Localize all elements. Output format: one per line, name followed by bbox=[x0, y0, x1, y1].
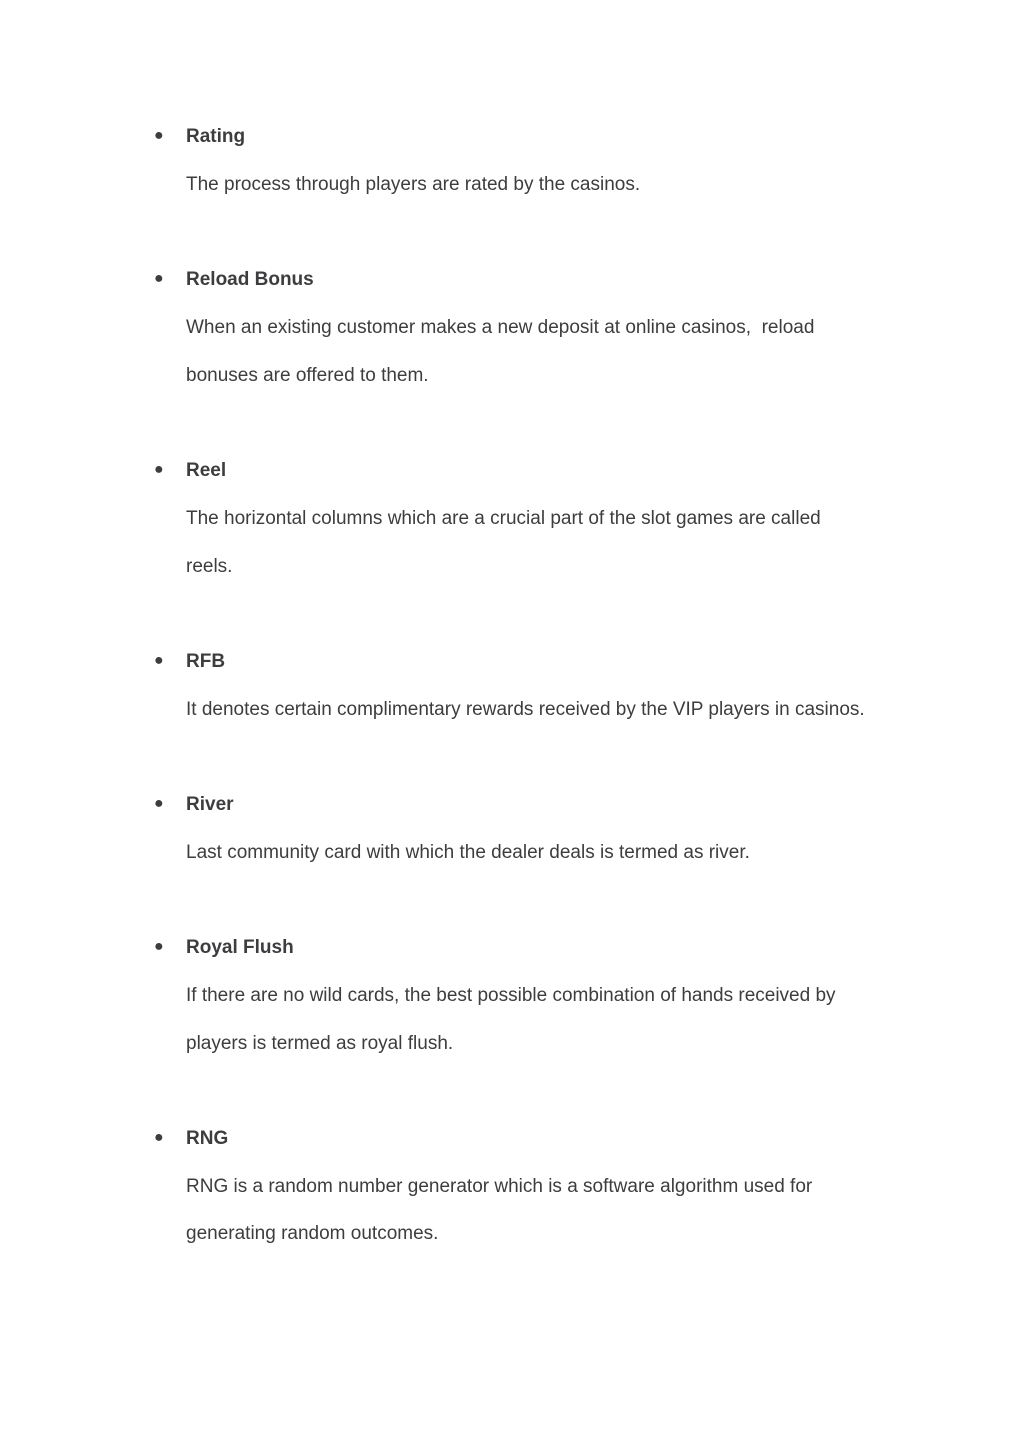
glossary-definition-line: The process through players are rated by the casinos. bbox=[186, 174, 641, 195]
glossary-term: River bbox=[186, 794, 234, 815]
glossary-definition-line: generating random outcomes. bbox=[186, 1223, 439, 1244]
glossary-definition-line: players is termed as royal flush. bbox=[186, 1033, 454, 1054]
glossary-definition-line: If there are no wild cards, the best possible combination of hands received by bbox=[186, 985, 836, 1006]
bullet-icon: ● bbox=[154, 1129, 164, 1146]
bullet-icon: ● bbox=[154, 127, 164, 144]
glossary-term: Royal Flush bbox=[186, 937, 294, 958]
bullet-icon: ● bbox=[154, 461, 164, 478]
glossary-definition-line: bonuses are offered to them. bbox=[186, 365, 429, 386]
glossary-term: Reload Bonus bbox=[186, 269, 314, 290]
glossary-definition-line: It denotes certain complimentary rewards received by the VIP players in casinos. bbox=[186, 699, 865, 720]
glossary-definition-line: When an existing customer makes a new deposit at online casinos, reload bbox=[186, 317, 815, 338]
glossary-definition-line: Last community card with which the dealer deals is termed as river. bbox=[186, 842, 750, 863]
glossary-term: RFB bbox=[186, 651, 226, 672]
bullet-icon: ● bbox=[154, 270, 164, 287]
glossary-definition-line: RNG is a random number generator which is a software algorithm used for bbox=[186, 1176, 813, 1197]
bullet-icon: ● bbox=[154, 652, 164, 669]
bullet-icon: ● bbox=[154, 795, 164, 812]
glossary-definition-line: reels. bbox=[186, 556, 233, 577]
glossary-term: RNG bbox=[186, 1128, 229, 1149]
glossary-definition-line: The horizontal columns which are a crucial part of the slot games are called bbox=[186, 508, 821, 529]
bullet-icon: ● bbox=[154, 938, 164, 955]
glossary-term: Rating bbox=[186, 126, 246, 147]
glossary-term: Reel bbox=[186, 460, 227, 481]
